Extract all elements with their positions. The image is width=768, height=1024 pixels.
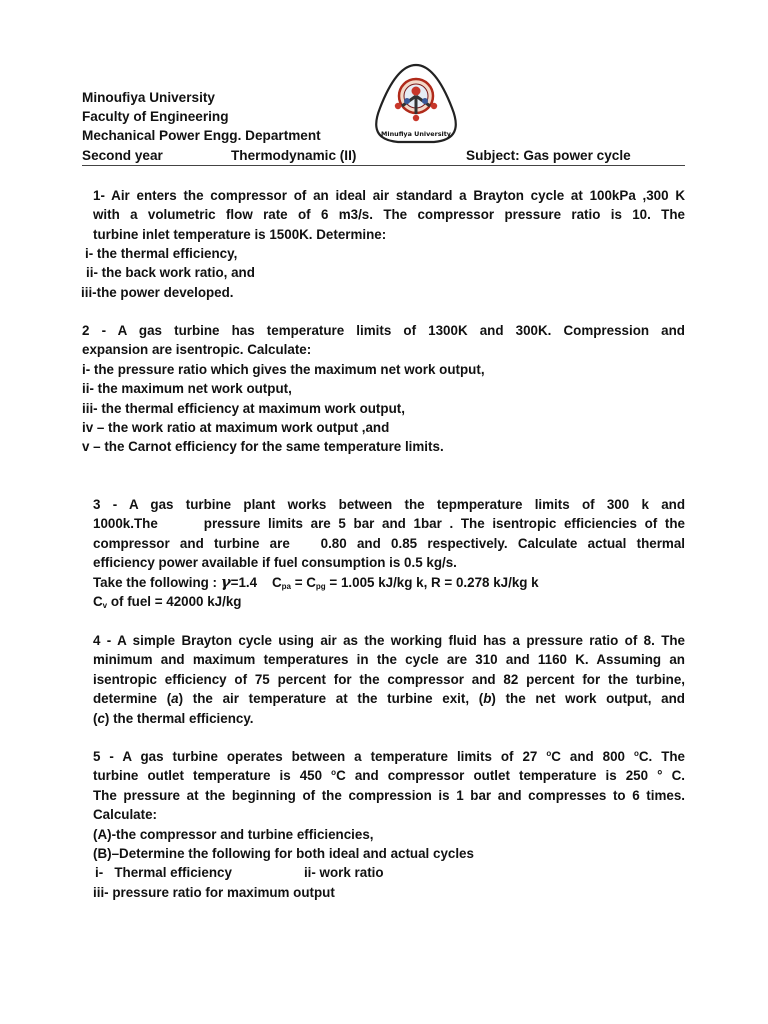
q4-line-3: isentropic efficiency of 75 percent for the compressor and 82 percent for the turbine, bbox=[93, 671, 685, 687]
q5-line-4: Calculate: bbox=[93, 807, 157, 823]
question-2 bbox=[82, 321, 685, 457]
q4-line-1: 4 - A simple Brayton cycle using air as the working fluid has a pressure ratio of 8. The bbox=[93, 633, 685, 648]
header-divider bbox=[82, 165, 685, 166]
q5-line-8: iii- pressure ratio for maximum output bbox=[93, 884, 335, 900]
q1-item-2: ii- the back work ratio, and bbox=[86, 265, 255, 281]
university-name: Minoufiya University bbox=[82, 90, 215, 105]
q2-item-2: ii- the maximum net work output, bbox=[82, 381, 292, 397]
q2-item-1: i- the pressure ratio which gives the maximum net work output, bbox=[82, 361, 485, 377]
year-label: Second year bbox=[82, 148, 163, 163]
question-4 bbox=[93, 631, 685, 728]
question-3 bbox=[93, 495, 685, 611]
q4-line-5: (c) the thermal efficiency. bbox=[93, 710, 254, 726]
question-1 bbox=[93, 186, 685, 244]
q3-take-label: Take the following : bbox=[93, 574, 217, 590]
gamma-symbol: γ bbox=[220, 572, 231, 591]
faculty-name: Faculty of Engineering bbox=[82, 109, 229, 124]
q4-line-4: determine (a) the air temperature at the turbine exit, (b) the net work output, and bbox=[93, 691, 685, 707]
q3-line-2: 1000k.The pressure limits are 5 bar and 1bar . The isentropic efficiencies of the bbox=[93, 516, 685, 532]
q4-line-2: minimum and maximum temperatures in the cycle are 310 and 1160 K. Assuming an bbox=[93, 652, 685, 668]
q1-line-3: turbine inlet temperature is 1500K. Determine: bbox=[93, 226, 387, 242]
gamma-value: =1.4 bbox=[230, 574, 258, 590]
q2-item-4: iv – the work ratio at maximum work output ,and bbox=[82, 420, 390, 436]
q3-line-4: efficiency power available if fuel consumption is 0.5 kg/s. bbox=[93, 555, 457, 571]
q3-fuel-cv: $C_v$ of fuel = 42000 kJ/kg bbox=[93, 594, 242, 611]
q3-line-3: compressor and turbine are 0.80 and 0.85 respectively. Calculate actual thermal bbox=[93, 535, 685, 551]
q2-line-1: 2 - A gas turbine has temperature limits of 1300K and 300K. Compression and bbox=[82, 323, 685, 338]
q5-line-2: turbine outlet temperature is 450 $^o$C and compressor outlet temperature is 250 ° C. bbox=[93, 768, 685, 784]
q5-line-7: i- Thermal efficiency ii- work ratio bbox=[95, 865, 384, 881]
q2-item-5: v – the Carnot efficiency for the same temperature limits. bbox=[82, 439, 444, 455]
q2-item-3: iii- the thermal efficiency at maximum work output, bbox=[82, 400, 405, 416]
q3-given-values: Take the following : γ=1.4 $C_{pa} = C_{pg} = 1.005$ kJ/kg k, R = 0.278 kJ/kg k bbox=[93, 572, 539, 591]
question-1-items bbox=[81, 244, 255, 302]
q5-line-3: The pressure at the beginning of the compression is 1 bar and compresses to 6 times. bbox=[93, 787, 685, 803]
logo-text: Minufiya University bbox=[381, 130, 451, 138]
department-name: Mechanical Power Engg. Department bbox=[82, 128, 321, 143]
q2-line-2: expansion are isentropic. Calculate: bbox=[82, 342, 312, 358]
q1-item-1: i- the thermal efficiency, bbox=[85, 246, 238, 261]
q1-item-3: iii-the power developed. bbox=[81, 284, 234, 300]
subject-label: Subject: Gas power cycle bbox=[466, 148, 631, 163]
q1-line-1: 1- Air enters the compressor of an ideal air standard a Brayton cycle at 100kPa ,300 K bbox=[93, 188, 685, 203]
question-5 bbox=[93, 747, 685, 902]
q5-line-5: (A)-the compressor and turbine efficiencies, bbox=[93, 826, 374, 842]
q3-line-1: 3 - A gas turbine plant works between the tepmperature limits of 300 k and bbox=[93, 497, 685, 512]
course-label: Thermodynamic (II) bbox=[231, 148, 357, 163]
university-logo bbox=[370, 62, 462, 146]
q5-line-1: 5 - A gas turbine operates between a temperature limits of 27 $^o$C and 800 $^o$C. The bbox=[93, 749, 686, 764]
q5-line-6: (B)–Determine the following for both ideal and actual cycles bbox=[93, 846, 474, 862]
q1-line-2: with a volumetric flow rate of 6 m3/s. The compressor pressure ratio is 10. The bbox=[93, 207, 685, 223]
